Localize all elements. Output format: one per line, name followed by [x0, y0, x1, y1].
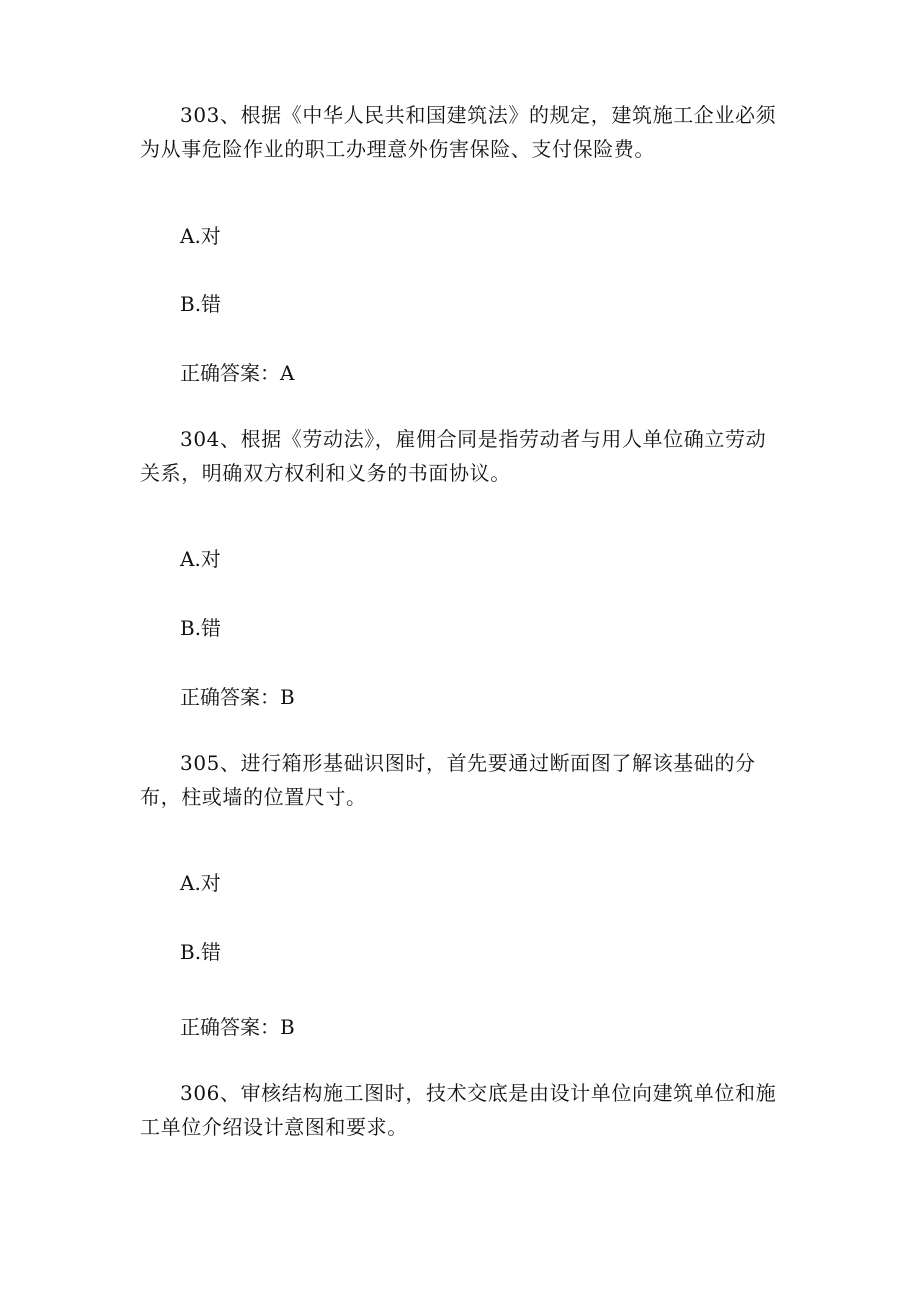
question-305-text: 305、进行箱形基础识图时，首先要通过断面图了解该基础的分布，柱或墙的位置尺寸。 — [140, 751, 756, 809]
question-304-answer: 正确答案：B — [180, 685, 295, 709]
question-304-option-a: A.对 — [180, 547, 221, 571]
question-305-option-b: B.错 — [180, 940, 222, 964]
question-305-option-a: A.对 — [180, 871, 221, 895]
question-304-text: 304、根据《劳动法》，雇佣合同是指劳动者与用人单位确立劳动关系，明确双方权利和义务的书面协议。 — [140, 427, 767, 485]
question-303-answer: 正确答案：A — [180, 361, 295, 385]
question-303-option-b: B.错 — [180, 292, 222, 316]
question-305-answer: 正确答案：B — [180, 1015, 295, 1039]
question-303-option-a: A.对 — [180, 224, 221, 248]
question-303-text: 303、根据《中华人民共和国建筑法》的规定，建筑施工企业必须为从事危险作业的职工办理意外伤害保险、支付保险费。 — [140, 103, 777, 161]
question-306-text: 306、审核结构施工图时，技术交底是由设计单位向建筑单位和施工单位介绍设计意图和要求。 — [140, 1081, 777, 1139]
question-304-option-b: B.错 — [180, 616, 222, 640]
